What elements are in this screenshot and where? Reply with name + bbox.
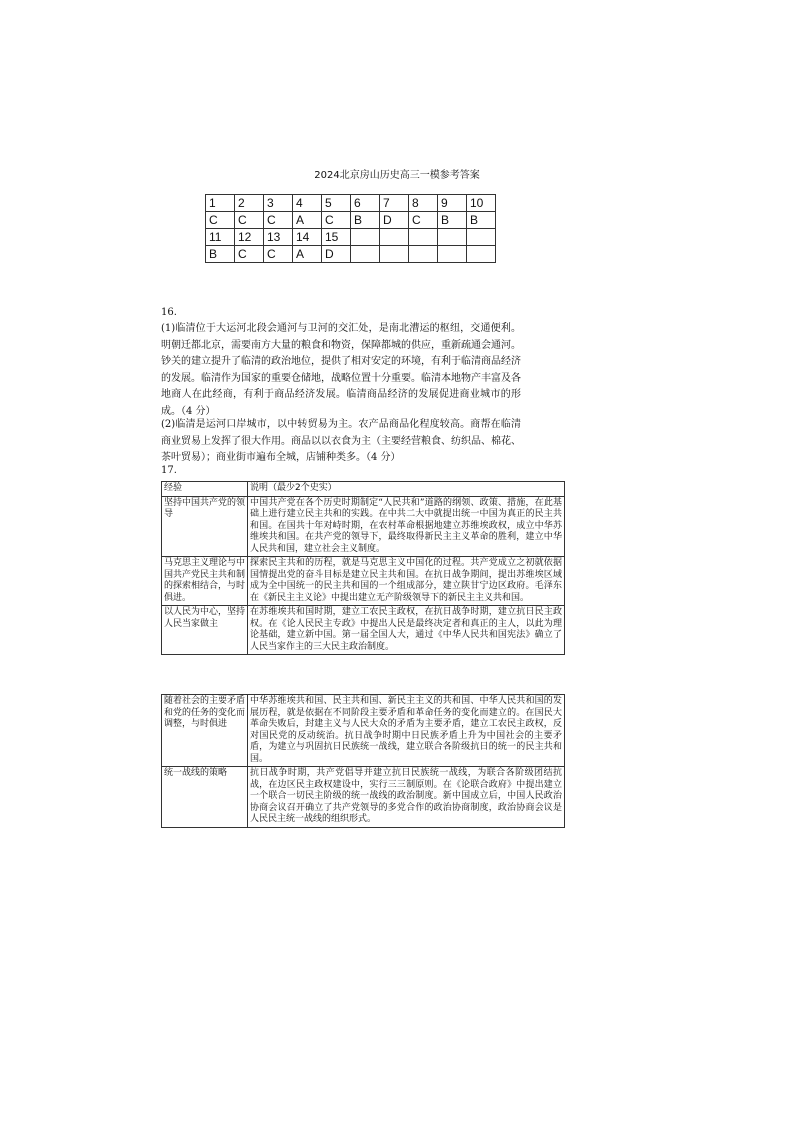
experience-cell: 马克思主义理论与中国共产党民主共和制的探索相结合，与时俱进。 xyxy=(162,557,248,606)
experience-table-2 xyxy=(161,694,565,828)
answer-cell: D xyxy=(380,212,409,229)
answer-cell: 11 xyxy=(206,229,235,246)
answer-cell: 8 xyxy=(409,195,438,212)
answer-cell: D xyxy=(322,246,351,263)
experience-table-1 xyxy=(161,481,565,655)
header-cell-explanation: 说明（最少2个史实） xyxy=(248,482,565,497)
table-row xyxy=(162,557,565,606)
answer-cell: 7 xyxy=(380,195,409,212)
answer-cell: C xyxy=(264,212,293,229)
answer-cell: 3 xyxy=(264,195,293,212)
answer-cell: 14 xyxy=(293,229,322,246)
experience-cell: 统一战线的策略 xyxy=(162,767,248,828)
answer-cell: 15 xyxy=(322,229,351,246)
question-16-number: 16. xyxy=(161,307,177,318)
answer-cell xyxy=(438,246,467,263)
answer-cell: 9 xyxy=(438,195,467,212)
answer-cell: 13 xyxy=(264,229,293,246)
question-17-number: 17. xyxy=(161,465,177,476)
answer-cell xyxy=(438,229,467,246)
table-row xyxy=(162,606,565,655)
answer-cell: B xyxy=(467,212,496,229)
question-16-part-1: (1)临清位于大运河北段会通河与卫河的交汇处，是南北漕运的枢纽，交通便利。明朝迁都北京，需要南方大量的粮食和物资，保障都城的供应，重新疏通会通河。钞关的建立提升了临清的政治地位，提供了相对安定的环境，有利于临清商品经济的发展。临清作为国家的重要仓储地，战略位置十分重要。临清本地物产丰富及各地商人在此经商，有利于商品经济发展。临清商品经济的发展促进商业城市的形成。（4 分） xyxy=(161,323,521,417)
table-row xyxy=(162,496,565,557)
answer-cell xyxy=(409,229,438,246)
answer-cell: C xyxy=(264,246,293,263)
table-row xyxy=(162,767,565,828)
experience-cell: 坚持中国共产党的领导 xyxy=(162,496,248,557)
answer-row-numbers-2 xyxy=(206,229,496,246)
explanation-cell: 抗日战争时期，共产党倡导并建立抗日民族统一战线，为联合各阶级团结抗战，在边区民主政权建设中，实行三三制原则。在《论联合政府》中提出建立一个联合一切民主阶级的统一战线的政治制度。新中国成立后，中国人民政治协商会议召开确立了共产党领导的多党合作的政治协商制度，政治协商会议是人民民主统一战线的组织形式。 xyxy=(248,767,565,828)
explanation-cell: 在苏维埃共和国时期，建立工农民主政权，在抗日战争时期，建立抗日民主政权。在《论人民民主专政》中提出人民是最终决定者和真正的主人，以此为理论基础，建立新中国。第一届全国人大，通过《中华人民共和国宪法》确立了人民当家作主的三大民主政治制度。 xyxy=(248,606,565,655)
answer-cell: 10 xyxy=(467,195,496,212)
answer-cell: A xyxy=(293,212,322,229)
answer-row-letters-1 xyxy=(206,212,496,229)
answer-cell: C xyxy=(409,212,438,229)
answer-cell: 1 xyxy=(206,195,235,212)
answer-cell: A xyxy=(293,246,322,263)
header-cell-experience: 经验 xyxy=(162,482,248,497)
answer-cell: B xyxy=(438,212,467,229)
experience-cell: 以人民为中心，坚持人民当家做主 xyxy=(162,606,248,655)
answer-cell xyxy=(351,246,380,263)
answer-cell: C xyxy=(322,212,351,229)
answer-cell xyxy=(467,246,496,263)
answer-cell: B xyxy=(206,246,235,263)
table-row xyxy=(162,695,565,767)
explanation-cell: 探索民主共和的历程，就是马克思主义中国化的过程。共产党成立之初就依据国情提出党的奋斗目标是建立民主共和国。在抗日战争期间，提出苏维埃区域成为全中国统一的民主共和国的一个组成部分，建立陕甘宁边区政府。毛泽东在《新民主主义论》中提出建立无产阶级领导下的新民主主义共和国。 xyxy=(248,557,565,606)
explanation-cell: 中国共产党在各个历史时期制定“人民共和”道路的纲领、政策、措施，在此基础上进行建立民主共和的实践。在中共二大中就提出统一中国为真正的民主共和国。在国共十年对峙时期，在农村革命根据地建立苏维埃政权，成立中华苏维埃共和国。在共产党的领导下，最终取得新民主主义革命的胜利，建立中华人民共和国，建立社会主义制度。 xyxy=(248,496,565,557)
answer-cell: C xyxy=(206,212,235,229)
answer-cell xyxy=(380,246,409,263)
answer-cell xyxy=(467,229,496,246)
answer-row-numbers-1 xyxy=(206,195,496,212)
answer-cell: 6 xyxy=(351,195,380,212)
answer-cell xyxy=(409,246,438,263)
answer-cell xyxy=(351,229,380,246)
answer-cell: 5 xyxy=(322,195,351,212)
page-title: 2024北京房山历史高三一模参考答案 xyxy=(314,170,480,181)
question-16-part-2: (2)临清是运河口岸城市，以中转贸易为主。农产品商品化程度较高。商帮在临清商业贸易上发挥了很大作用。商品以以衣食为主（主要经营粮食、纺织品、棉花、茶叶贸易）；商业街市遍布全城，店铺种类多。（4 分） xyxy=(161,419,521,464)
table-header-row xyxy=(162,482,565,497)
answer-cell: 4 xyxy=(293,195,322,212)
answer-grid xyxy=(205,194,496,263)
answer-cell: C xyxy=(235,212,264,229)
answer-row-letters-2 xyxy=(206,246,496,263)
answer-cell: C xyxy=(235,246,264,263)
answer-cell xyxy=(380,229,409,246)
answer-cell: 12 xyxy=(235,229,264,246)
answer-cell: B xyxy=(351,212,380,229)
explanation-cell: 中华苏维埃共和国、民主共和国、新民主主义的共和国、中华人民共和国的发展历程，就是依据在不同阶段主要矛盾和革命任务的变化而建立的。在国民大革命失败后，封建主义与人民大众的矛盾为主要矛盾，建立工农民主政权，反对国民党的反动统治。抗日战争时期中日民族矛盾上升为中国社会的主要矛盾，为建立与巩固抗日民族统一战线，建立联合各阶级抗日的统一的民主共和国。 xyxy=(248,695,565,767)
experience-cell: 随着社会的主要矛盾和党的任务的变化而调整，与时俱进 xyxy=(162,695,248,767)
answer-cell: 2 xyxy=(235,195,264,212)
